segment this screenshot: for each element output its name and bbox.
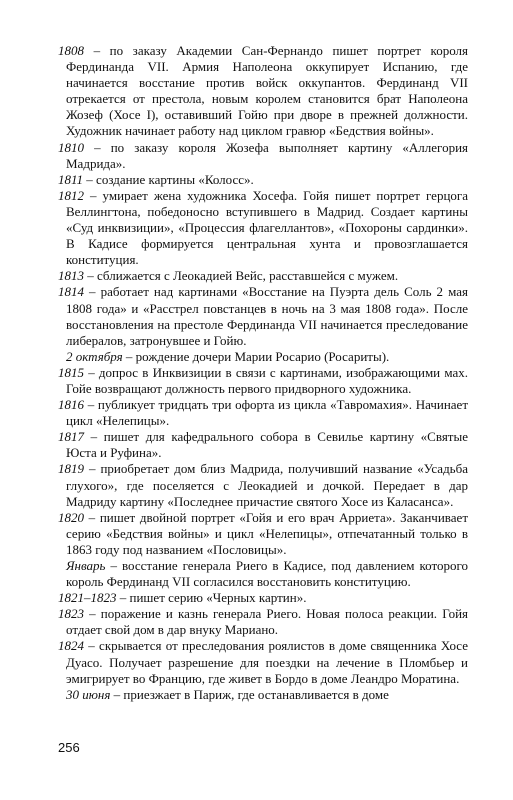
entry-text: – умирает жена художника Хосефа. Гойя пишет портрет герцога Веллингтона, победоносно вступившего в Мадрид. Создает картины «Суд инквизиции», «Процессия флагеллантов», «Похороны сардинки». В Кадисе формируется центральная хунта и провозглашается конституция. xyxy=(66,187,468,268)
entry-1816 xyxy=(58,397,468,429)
entry-1815 xyxy=(58,365,468,397)
entry-text: – скрывается от преследования роялистов в доме священника Хосе Дуасо. Получает разрешение для поездки на лечение в Пломбьер и эмигрирует во Францию, где живет в Бордо в доме Леандро Моратина. xyxy=(66,638,468,686)
entry-text: – создание картины «Колосс». xyxy=(83,171,254,187)
subentry-date xyxy=(58,687,468,703)
entry-text: – пишет серию «Черных картин». xyxy=(116,590,307,606)
entry-text: – приобретает дом близ Мадрида, получивший название «Усадьба глухого», где поселяется с Леокадией и дочкой. Передает в дар Мадриду картину «Последнее причастие святого Хосе из Каласанса». xyxy=(66,461,468,509)
entry-date: 2 октября xyxy=(66,348,123,364)
entry-year: 1813 xyxy=(58,268,84,284)
entry-text: – приезжает в Париж, где останавливается в доме xyxy=(110,686,389,702)
page-number: 256 xyxy=(58,740,80,755)
entry-year: 1820 xyxy=(58,509,84,525)
entry-year: 1810 xyxy=(58,139,84,155)
entry-year: 1808 xyxy=(58,43,84,58)
entry-year: 1816 xyxy=(58,397,84,413)
entry-1814 xyxy=(58,284,468,348)
entry-1817 xyxy=(58,429,468,461)
entry-year: 1819 xyxy=(58,461,84,477)
entry-text: – по заказу короля Жозефа выполняет картину «Аллегория Мадрида». xyxy=(66,139,468,171)
entry-date: 30 июня xyxy=(66,686,111,702)
entry-1810 xyxy=(58,140,468,172)
entry-text: – по заказу Академии Сан-Фернандо пишет портрет короля Фердинанда VII. Армия Наполеона оккупирует Испанию, где начинается восстание против войск оккупантов. Фердинанд VII отрекается от престола, новым королем становится брат Наполеона Жозеф (Хосе I), оставивший Гойю при дворе в прежней должности. Художник начинает работу над циклом гравюр «Бедствия войны». xyxy=(66,43,468,139)
entry-text: – сближается с Леокадией Вейс, расставшейся с мужем. xyxy=(84,268,399,284)
entry-text: – работает над картинами «Восстание на Пуэрта дель Соль 2 мая 1808 года» и «Расстрел повстанцев в ночь на 3 мая 1808 года». После восстановления на престоле Фердинанда VII начинается преследование либералов, затронувшее и Гойю. xyxy=(66,284,468,348)
entry-year: 1815 xyxy=(58,364,84,380)
entry-year: 1824 xyxy=(58,638,84,654)
entry-1820 xyxy=(58,510,468,558)
subentry-date xyxy=(58,349,468,365)
entry-year: 1811 xyxy=(58,171,84,187)
entry-1819 xyxy=(58,461,468,509)
entry-date: Январь xyxy=(66,558,106,573)
entry-1808 xyxy=(58,43,468,140)
chronology-text xyxy=(58,43,468,703)
entry-1813 xyxy=(58,268,468,284)
entry-text: – пишет двойной портрет «Гойя и его врач Арриета». Заканчивает серию «Бедствия войны» и цикл «Нелепицы», отпечатанный только в 1863 году под названием «Пословицы». xyxy=(66,509,468,557)
entry-1823 xyxy=(58,606,468,638)
entry-year: 1812 xyxy=(58,187,84,203)
entry-year: 1821–1823 xyxy=(58,590,117,606)
entry-text: – пишет для кафедрального собора в Севилье картину «Святые Юста и Руфина». xyxy=(66,429,468,461)
entry-1821-1823 xyxy=(58,590,468,606)
entry-1824 xyxy=(58,638,468,686)
entry-text: – публикует тридцать три офорта из цикла «Тавромахия». Начинает цикл «Нелепицы». xyxy=(66,397,468,429)
entry-text: – восстание генерала Риего в Кадисе, под давлением которого король Фердинанд VII согласился восстановить конституцию. xyxy=(66,558,468,590)
subentry-date xyxy=(58,558,468,590)
entry-1812 xyxy=(58,188,468,268)
entry-1811 xyxy=(58,172,468,188)
entry-year: 1814 xyxy=(58,284,84,300)
entry-year: 1823 xyxy=(58,606,84,622)
entry-year: 1817 xyxy=(58,429,84,445)
entry-text: – допрос в Инквизиции в связи с картинами, изображающими мах. Гойе возвращают должность первого придворного художника. xyxy=(66,364,468,396)
entry-text: – рождение дочери Марии Росарио (Росариты). xyxy=(122,348,390,364)
entry-text: – поражение и казнь генерала Риего. Новая полоса реакции. Гойя отдает свой дом в дар внуку Мариано. xyxy=(66,606,468,638)
